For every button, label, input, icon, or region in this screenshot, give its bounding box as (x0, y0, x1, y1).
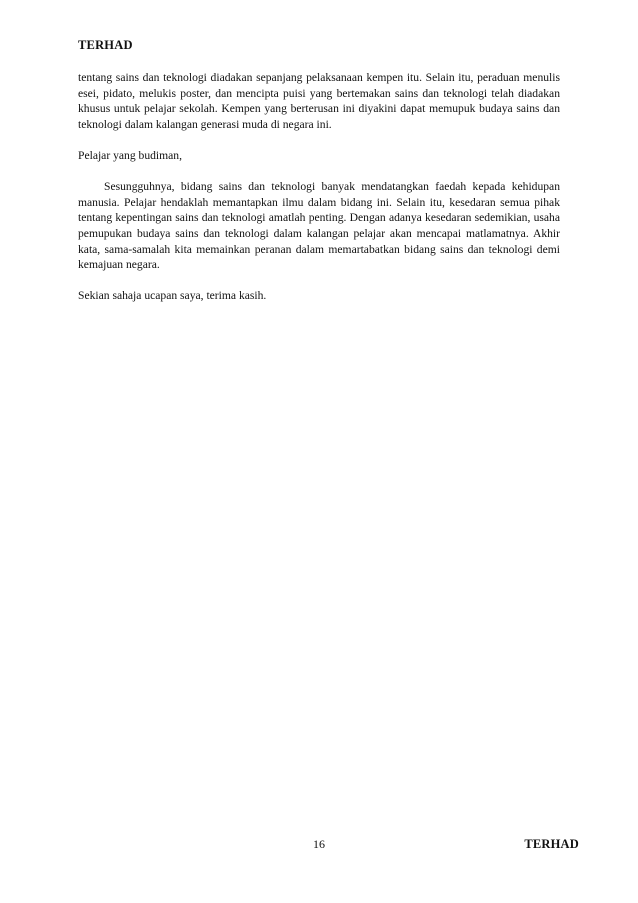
paragraph-conclusion: Sesungguhnya, bidang sains dan teknologi banyak mendatangkan faedah kepada kehidupan manusia. Pelajar hendaklah memantapkan ilmu dalam bidang ini. Selain itu, kesedaran semua pihak tentang kepentingan sains dan teknologi amatlah penting. Dengan adanya kesedaran sedemikian, usaha pemupukan budaya sains dan teknologi dalam kalangan pelajar akan mencapai matlamatnya. Akhir kata, sama-samalah kita memainkan peranan dalam memartabatkan bidang sains dan teknologi demi kemajuan negara. (78, 180, 560, 272)
body-text (78, 70, 560, 320)
paragraph-closing: Sekian sahaja ucapan saya, terima kasih. (78, 289, 267, 303)
paragraph-salutation: Pelajar yang budiman, (78, 148, 182, 162)
header-classification-label: TERHAD (78, 38, 133, 52)
paragraph-continuation: tentang sains dan teknologi diadakan sepanjang pelaksanaan kempen itu. Selain itu, peraduan menulis esei, pidato, melukis poster, dan mencipta puisi yang bertemakan sains dan teknologi telah diadakan khusus untuk pelajar sekolah. Kempen yang berterusan ini diyakini dapat memupuk budaya sains dan teknologi dalam kalangan generasi muda di negara ini. (78, 71, 560, 131)
footer-classification-label: TERHAD (524, 837, 579, 851)
page-number: 16 (313, 837, 325, 851)
